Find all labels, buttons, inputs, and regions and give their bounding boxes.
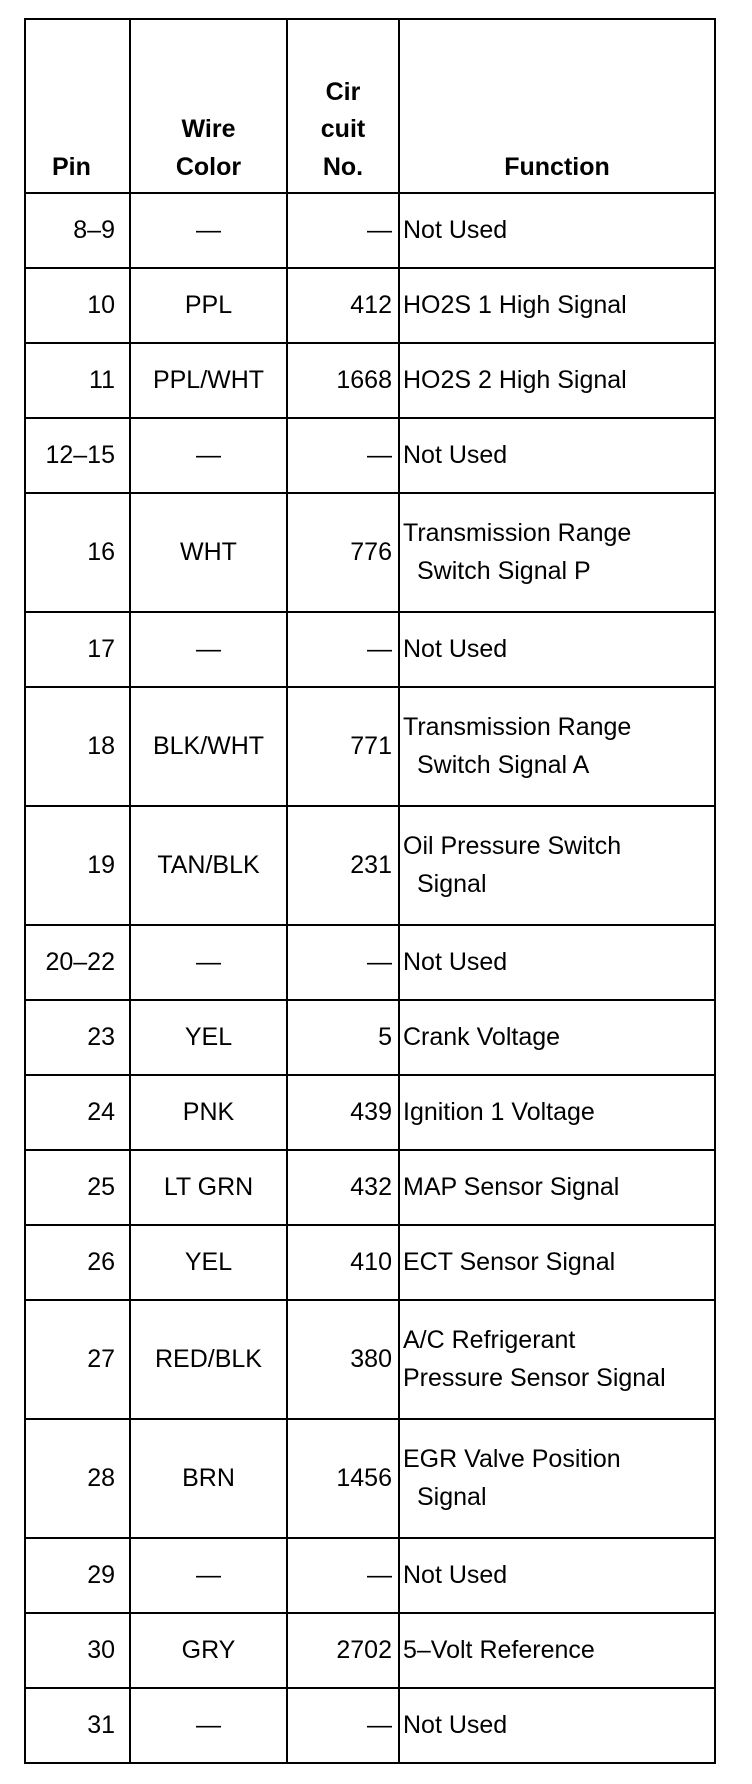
circuit-number-cell: — bbox=[287, 612, 399, 687]
wire-color-cell: PNK bbox=[130, 1075, 287, 1150]
circuit-number-cell: — bbox=[287, 1688, 399, 1763]
circuit-number-cell: 2702 bbox=[287, 1613, 399, 1688]
wire-color-cell: GRY bbox=[130, 1613, 287, 1688]
pin-cell: 27 bbox=[25, 1300, 130, 1419]
pin-cell: 11 bbox=[25, 343, 130, 418]
wire-color-cell: — bbox=[130, 418, 287, 493]
pin-cell: 23 bbox=[25, 1000, 130, 1075]
function-cell bbox=[399, 1225, 715, 1300]
table-row bbox=[25, 343, 715, 418]
table-row bbox=[25, 268, 715, 343]
wire-color-cell: YEL bbox=[130, 1000, 287, 1075]
function-line: Pressure Sensor Signal bbox=[403, 1363, 666, 1392]
pin-cell: 8–9 bbox=[25, 193, 130, 268]
function-line: Signal bbox=[417, 869, 487, 898]
pin-cell: 20–22 bbox=[25, 925, 130, 1000]
circuit-number-cell: 380 bbox=[287, 1300, 399, 1419]
function-line: Not Used bbox=[403, 440, 508, 469]
pin-cell: 16 bbox=[25, 493, 130, 612]
wire-color-cell: — bbox=[130, 1538, 287, 1613]
function-line: ECT Sensor Signal bbox=[403, 1247, 616, 1276]
circuit-number-cell: 776 bbox=[287, 493, 399, 612]
function-line: Not Used bbox=[403, 1710, 508, 1739]
header-wire-color bbox=[130, 19, 287, 193]
pin-cell: 24 bbox=[25, 1075, 130, 1150]
table-row bbox=[25, 1000, 715, 1075]
header-function-label: Function bbox=[504, 152, 610, 181]
wire-color-cell: YEL bbox=[130, 1225, 287, 1300]
circuit-number-cell: — bbox=[287, 1538, 399, 1613]
pin-cell: 28 bbox=[25, 1419, 130, 1538]
table-row bbox=[25, 1075, 715, 1150]
function-line: Switch Signal A bbox=[417, 750, 590, 779]
table-row bbox=[25, 806, 715, 925]
table-row bbox=[25, 418, 715, 493]
wire-color-cell: — bbox=[130, 1688, 287, 1763]
function-cell bbox=[399, 493, 715, 612]
function-cell bbox=[399, 1419, 715, 1538]
wire-color-cell: BLK/WHT bbox=[130, 687, 287, 806]
header-pin bbox=[25, 19, 130, 193]
function-line: HO2S 2 High Signal bbox=[403, 365, 627, 394]
pin-cell: 26 bbox=[25, 1225, 130, 1300]
circuit-number-cell: 410 bbox=[287, 1225, 399, 1300]
function-cell bbox=[399, 687, 715, 806]
header-pin-label: Pin bbox=[52, 152, 91, 181]
function-line: EGR Valve Position bbox=[403, 1445, 621, 1473]
function-line: Switch Signal P bbox=[417, 556, 591, 585]
function-cell bbox=[399, 1150, 715, 1225]
table-row bbox=[25, 193, 715, 268]
table-row bbox=[25, 1225, 715, 1300]
header-row bbox=[25, 19, 715, 193]
circuit-number-cell: 231 bbox=[287, 806, 399, 925]
pin-cell: 29 bbox=[25, 1538, 130, 1613]
table-body bbox=[25, 193, 715, 1763]
function-cell bbox=[399, 925, 715, 1000]
function-line: A/C Refrigerant bbox=[403, 1326, 576, 1354]
table-row bbox=[25, 493, 715, 612]
pin-cell: 18 bbox=[25, 687, 130, 806]
function-cell bbox=[399, 193, 715, 268]
pin-cell: 25 bbox=[25, 1150, 130, 1225]
function-line: Transmission Range bbox=[403, 713, 632, 741]
header-circuit-line-3: No. bbox=[322, 152, 364, 181]
function-line: HO2S 1 High Signal bbox=[403, 290, 627, 319]
function-cell bbox=[399, 806, 715, 925]
function-line: Not Used bbox=[403, 215, 508, 244]
table-row bbox=[25, 1613, 715, 1688]
function-line: Crank Voltage bbox=[403, 1022, 561, 1051]
function-cell bbox=[399, 1688, 715, 1763]
function-line: Not Used bbox=[403, 1560, 508, 1589]
pin-cell: 19 bbox=[25, 806, 130, 925]
wire-color-cell: — bbox=[130, 193, 287, 268]
circuit-number-cell: — bbox=[287, 925, 399, 1000]
circuit-number-cell: — bbox=[287, 193, 399, 268]
function-line: Transmission Range bbox=[403, 519, 632, 547]
function-line: Not Used bbox=[403, 947, 508, 976]
function-line: Signal bbox=[417, 1482, 487, 1511]
table-row bbox=[25, 1419, 715, 1538]
function-cell bbox=[399, 343, 715, 418]
function-line: Not Used bbox=[403, 634, 508, 663]
circuit-number-cell: — bbox=[287, 418, 399, 493]
function-cell bbox=[399, 612, 715, 687]
wire-color-cell: LT GRN bbox=[130, 1150, 287, 1225]
table-row bbox=[25, 687, 715, 806]
circuit-number-cell: 412 bbox=[287, 268, 399, 343]
table-row bbox=[25, 925, 715, 1000]
pin-cell: 10 bbox=[25, 268, 130, 343]
wire-color-cell: TAN/BLK bbox=[130, 806, 287, 925]
header-wire-color-line-1: Wire bbox=[181, 115, 236, 143]
pin-cell: 17 bbox=[25, 612, 130, 687]
table-row bbox=[25, 1150, 715, 1225]
wire-color-cell: BRN bbox=[130, 1419, 287, 1538]
wire-color-cell: WHT bbox=[130, 493, 287, 612]
table-row bbox=[25, 1688, 715, 1763]
function-line: Ignition 1 Voltage bbox=[403, 1097, 595, 1126]
header-wire-color-line-2: Color bbox=[175, 152, 242, 181]
wire-color-cell: PPL bbox=[130, 268, 287, 343]
function-line: MAP Sensor Signal bbox=[403, 1172, 620, 1201]
pin-cell: 31 bbox=[25, 1688, 130, 1763]
circuit-number-cell: 5 bbox=[287, 1000, 399, 1075]
function-cell bbox=[399, 418, 715, 493]
circuit-number-cell: 1456 bbox=[287, 1419, 399, 1538]
wire-color-cell: RED/BLK bbox=[130, 1300, 287, 1419]
wire-color-cell: PPL/WHT bbox=[130, 343, 287, 418]
function-cell bbox=[399, 1300, 715, 1419]
function-cell bbox=[399, 1538, 715, 1613]
circuit-number-cell: 771 bbox=[287, 687, 399, 806]
function-cell bbox=[399, 1000, 715, 1075]
wire-color-cell: — bbox=[130, 925, 287, 1000]
header-circuit-line-2: cuit bbox=[320, 115, 366, 143]
pin-cell: 12–15 bbox=[25, 418, 130, 493]
circuit-number-cell: 432 bbox=[287, 1150, 399, 1225]
table-row bbox=[25, 1300, 715, 1419]
table-row bbox=[25, 612, 715, 687]
header-function bbox=[399, 19, 715, 193]
pin-cell: 30 bbox=[25, 1613, 130, 1688]
header-circuit-line-1: Cir bbox=[325, 77, 361, 106]
function-line: 5–Volt Reference bbox=[403, 1635, 595, 1664]
wire-color-cell: — bbox=[130, 612, 287, 687]
function-cell bbox=[399, 1613, 715, 1688]
circuit-number-cell: 1668 bbox=[287, 343, 399, 418]
function-cell bbox=[399, 268, 715, 343]
header-circuit-no bbox=[287, 19, 399, 193]
table-row bbox=[25, 1538, 715, 1613]
function-cell bbox=[399, 1075, 715, 1150]
function-line: Oil Pressure Switch bbox=[403, 832, 622, 860]
circuit-number-cell: 439 bbox=[287, 1075, 399, 1150]
connector-pinout-table bbox=[24, 18, 716, 1764]
